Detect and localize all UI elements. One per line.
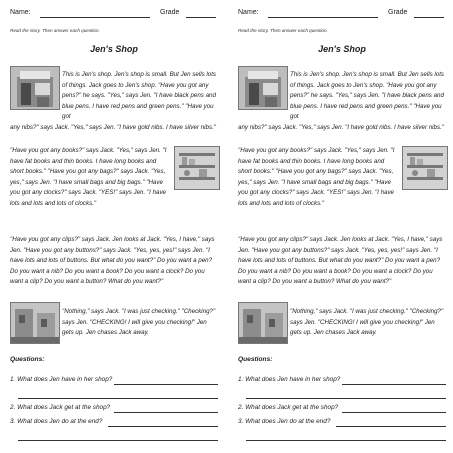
story-paragraph-2: "Have you got any books?" says Jack. "Yes," says Jen. "I have fat books and thin books. I have long books and short books." "Have you got any bags?" says Jack. "Yes, yes," says Jen. "I have small bags and big bags." "Have you got any clocks?" says Jack. "YES!" says Jen. "I have lots and lots and lots of clocks." <box>238 147 395 207</box>
name-line[interactable] <box>40 17 150 18</box>
story-paragraph-1b: any nibs?" says Jack. "Yes," says Jen. "I have gold nibs. I have silver nibs." <box>10 124 216 131</box>
worksheet-page-right <box>232 0 452 453</box>
name-line[interactable] <box>268 17 378 18</box>
grade-label: Grade <box>160 9 180 16</box>
story-paragraph-4: "Nothing," says Jack. "I was just checking." "Checking?" says Jen. "CHECKING! I will give you checking!" Jen gets up. Jen chases Jack away. <box>290 308 444 336</box>
story-paragraph-4: "Nothing," says Jack. "I was just checking." "Checking?" says Jen. "CHECKING! I will give you checking!" Jen gets up. Jen chases Jack away. <box>62 308 216 336</box>
name-label: Name: <box>10 9 31 16</box>
question-3: 3. What does Jen do at the end? <box>10 418 103 425</box>
story-title: Jen's Shop <box>90 44 138 54</box>
story-title: Jen's Shop <box>318 44 366 54</box>
story-paragraph-3: "Have you got any clips?" says Jack. Jen looks at Jack. "Yes, I have," says Jen. "Have you got any buttons?" says Jack. "Yes, yes, yes!" says Jen. "I have lots and lots of buttons. But what do you want?" Do you want a pen? Do you want a nib? Do you want a book? Do you want a clock? Do you want a clip? Do you want a button? What do you want?" <box>10 236 215 285</box>
question-1: 1. What does Jen have in her shop? <box>238 376 341 383</box>
name-label: Name: <box>238 9 259 16</box>
answer-line[interactable] <box>246 440 446 441</box>
questions-heading: Questions: <box>10 356 45 363</box>
question-2: 2. What does Jack get at the shop? <box>10 404 111 411</box>
answer-line[interactable] <box>108 426 218 427</box>
answer-line[interactable] <box>246 398 446 399</box>
answer-line[interactable] <box>342 412 446 413</box>
shelves-picture <box>174 146 220 190</box>
answer-line[interactable] <box>342 384 446 385</box>
questions-heading: Questions: <box>238 356 273 363</box>
answer-line[interactable] <box>114 384 218 385</box>
story-paragraph-1a: This is Jen's shop. Jen's shop is small. But Jen sells lots of things. Jack goes to Jen's shop. "Have you got any pens?" he says. "Yes," says Jen. "I have black pens and blue pens. I have red pens and green pens." "Have you got <box>62 71 217 120</box>
question-3: 3. What does Jen do at the end? <box>238 418 331 425</box>
header <box>238 9 448 21</box>
instructions: Read the story. Then answer each question. <box>10 28 100 33</box>
shop-picture <box>238 66 288 110</box>
story-paragraph-3: "Have you got any clips?" says Jack. Jen looks at Jack. "Yes, I have," says Jen. "Have you got any buttons?" says Jack. "Yes, yes, yes!" says Jen. "I have lots and lots of buttons. But what do you want?" Do you want a pen? Do you want a nib? Do you want a book? Do you want a clock? Do you want a clip? Do you want a button? What do you want?" <box>238 236 443 285</box>
worksheet-page-left <box>4 0 224 453</box>
question-1: 1. What does Jen have in her shop? <box>10 376 113 383</box>
question-2: 2. What does Jack get at the shop? <box>238 404 339 411</box>
answer-line[interactable] <box>114 412 218 413</box>
grade-line[interactable] <box>186 17 216 18</box>
answer-line[interactable] <box>18 440 218 441</box>
answer-line[interactable] <box>18 398 218 399</box>
answer-line[interactable] <box>336 426 446 427</box>
street-picture <box>238 302 288 344</box>
grade-label: Grade <box>388 9 408 16</box>
grade-line[interactable] <box>414 17 444 18</box>
header <box>10 9 220 21</box>
street-picture <box>10 302 60 344</box>
shelves-picture <box>402 146 448 190</box>
story-paragraph-1b: any nibs?" says Jack. "Yes," says Jen. "I have gold nibs. I have silver nibs." <box>238 124 444 131</box>
story-paragraph-1a: This is Jen's shop. Jen's shop is small. But Jen sells lots of things. Jack goes to Jen's shop. "Have you got any pens?" he says. "Yes," says Jen. "I have black pens and blue pens. I have red pens and green pens." "Have you got <box>290 71 445 120</box>
story-paragraph-2: "Have you got any books?" says Jack. "Yes," says Jen. "I have fat books and thin books. I have long books and short books." "Have you got any bags?" says Jack. "Yes, yes," says Jen. "I have small bags and big bags." "Have you got any clocks?" says Jack. "YES!" says Jen. "I have lots and lots and lots of clocks." <box>10 147 167 207</box>
instructions: Read the story. Then answer each question. <box>238 28 328 33</box>
shop-picture <box>10 66 60 110</box>
